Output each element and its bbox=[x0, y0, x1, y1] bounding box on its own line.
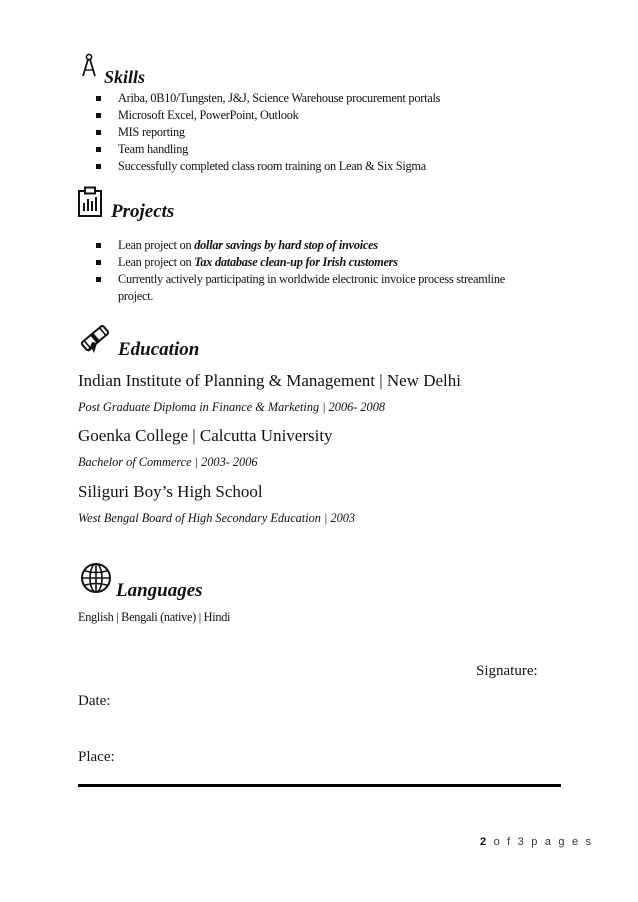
projects-heading bbox=[77, 186, 174, 223]
date-label: Date: bbox=[78, 693, 111, 709]
languages-heading bbox=[80, 562, 203, 599]
diploma-icon bbox=[78, 322, 112, 359]
clipboard-chart-icon bbox=[77, 186, 103, 223]
institution-name: Goenka College | Calcutta University bbox=[78, 426, 333, 445]
list-item: Microsoft Excel, PowerPoint, Outlook bbox=[96, 107, 440, 124]
skills-list bbox=[96, 90, 440, 175]
degree-line: Bachelor of Commerce | 2003- 2006 bbox=[78, 455, 258, 469]
degree-line: West Bengal Board of High Secondary Education | 2003 bbox=[78, 511, 356, 525]
institution-name: Siliguri Boy’s High School bbox=[78, 482, 263, 501]
languages-text: English | Bengali (native) | Hindi bbox=[78, 610, 231, 624]
signature-label: Signature: bbox=[476, 663, 538, 679]
place-label: Place: bbox=[78, 749, 115, 765]
list-item: Lean project on dollar savings by hard stop of invoices bbox=[96, 237, 556, 254]
skills-heading bbox=[80, 53, 146, 87]
skills-title: Skills bbox=[104, 67, 146, 87]
education-entry bbox=[78, 371, 461, 415]
institution-name: Indian Institute of Planning & Management | New Delhi bbox=[78, 371, 461, 390]
list-item: Ariba, 0B10/Tungsten, J&J, Science Warehouse procurement portals bbox=[96, 90, 440, 107]
languages-title: Languages bbox=[116, 580, 203, 601]
education-entry bbox=[78, 482, 355, 526]
degree-line: Post Graduate Diploma in Finance & Marketing | 2006- 2008 bbox=[78, 400, 386, 414]
list-item: Successfully completed class room training on Lean & Six Sigma bbox=[96, 158, 440, 175]
education-title: Education bbox=[118, 339, 200, 360]
list-item: Lean project on Tax database clean-up for Irish customers bbox=[96, 254, 556, 271]
list-item: Team handling bbox=[96, 141, 440, 158]
projects-title: Projects bbox=[111, 201, 175, 222]
projects-list bbox=[96, 237, 556, 305]
list-item: Currently actively participating in worldwide electronic invoice process streamline project. bbox=[96, 271, 556, 305]
globe-icon bbox=[80, 562, 112, 599]
list-item: MIS reporting bbox=[96, 124, 440, 141]
compass-icon bbox=[80, 53, 98, 84]
horizontal-rule bbox=[78, 784, 561, 787]
education-heading bbox=[78, 322, 199, 359]
education-entry bbox=[78, 426, 333, 470]
page-number: 2 o f 3 p a g e s bbox=[480, 836, 594, 848]
